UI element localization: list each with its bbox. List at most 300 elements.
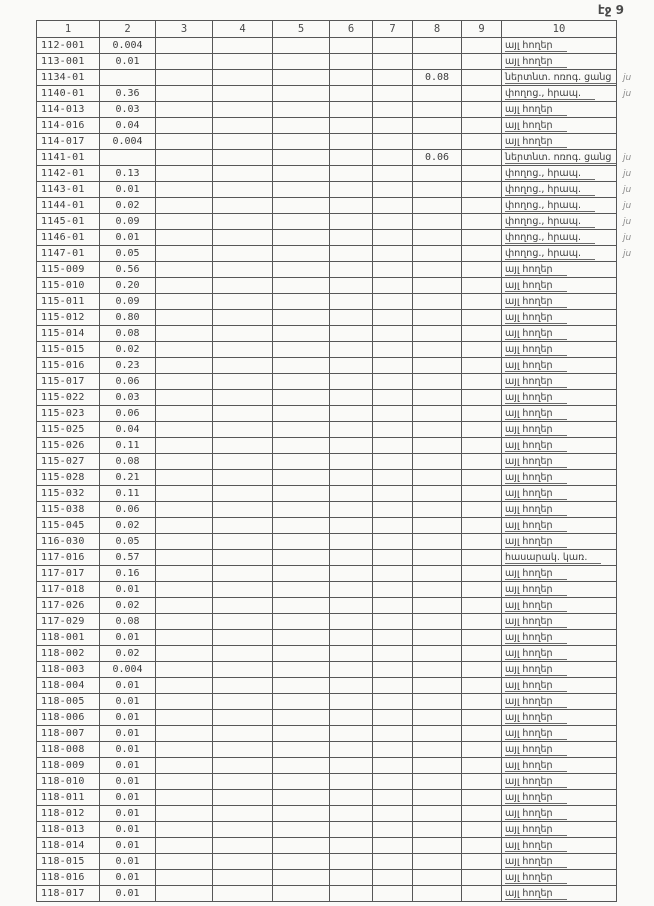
table-row bbox=[36, 678, 647, 694]
handwritten-margin-mark bbox=[617, 502, 647, 518]
table-row bbox=[36, 454, 647, 470]
empty-cell bbox=[213, 54, 273, 70]
empty-cell bbox=[330, 742, 373, 758]
table-row bbox=[36, 102, 647, 118]
parcel-code-cell: 115-014 bbox=[36, 326, 100, 342]
empty-cell bbox=[213, 342, 273, 358]
table-row bbox=[36, 806, 647, 822]
area-value-cell: 0.01 bbox=[100, 726, 156, 742]
empty-cell bbox=[156, 54, 213, 70]
col8-value-cell bbox=[413, 838, 462, 854]
empty-cell bbox=[213, 726, 273, 742]
handwritten-margin-mark bbox=[617, 342, 647, 358]
empty-cell bbox=[156, 774, 213, 790]
empty-cell bbox=[156, 646, 213, 662]
handwritten-margin-mark bbox=[617, 598, 647, 614]
empty-cell bbox=[462, 486, 502, 502]
land-use-label-text: այլ հողեր bbox=[505, 344, 567, 356]
empty-cell bbox=[330, 342, 373, 358]
area-value-cell: 0.06 bbox=[100, 406, 156, 422]
empty-cell bbox=[213, 454, 273, 470]
empty-cell bbox=[330, 310, 373, 326]
parcel-code-cell: 115-028 bbox=[36, 470, 100, 486]
empty-cell bbox=[156, 182, 213, 198]
land-use-label-cell bbox=[502, 294, 617, 310]
land-use-label-cell bbox=[502, 678, 617, 694]
area-value-cell: 0.02 bbox=[100, 198, 156, 214]
handwritten-margin-mark bbox=[617, 710, 647, 726]
empty-cell bbox=[330, 390, 373, 406]
land-use-label-text: այլ հողեր bbox=[505, 120, 567, 132]
land-use-label-cell bbox=[502, 854, 617, 870]
area-value-cell: 0.01 bbox=[100, 822, 156, 838]
handwritten-margin-mark bbox=[617, 374, 647, 390]
col8-value-cell bbox=[413, 678, 462, 694]
empty-cell bbox=[156, 230, 213, 246]
empty-cell bbox=[373, 566, 413, 582]
area-value-cell: 0.36 bbox=[100, 86, 156, 102]
empty-cell bbox=[213, 598, 273, 614]
parcel-code-cell: 115-015 bbox=[36, 342, 100, 358]
col8-value-cell bbox=[413, 486, 462, 502]
empty-cell bbox=[273, 822, 330, 838]
col8-value-cell bbox=[413, 566, 462, 582]
column-header: 4 bbox=[213, 20, 273, 38]
empty-cell bbox=[330, 502, 373, 518]
empty-cell bbox=[273, 758, 330, 774]
empty-cell bbox=[330, 294, 373, 310]
empty-cell bbox=[213, 70, 273, 86]
empty-cell bbox=[273, 518, 330, 534]
empty-cell bbox=[213, 646, 273, 662]
empty-cell bbox=[273, 102, 330, 118]
land-use-label-text: փողոց., հրապ. bbox=[505, 168, 595, 180]
column-header: 2 bbox=[100, 20, 156, 38]
col8-value-cell bbox=[413, 438, 462, 454]
parcel-code-cell: 115-017 bbox=[36, 374, 100, 390]
land-use-label-text: այլ հողեր bbox=[505, 472, 567, 484]
empty-cell bbox=[373, 598, 413, 614]
parcel-code-cell: 118-007 bbox=[36, 726, 100, 742]
col8-value-cell: 0.06 bbox=[413, 150, 462, 166]
area-value-cell: 0.16 bbox=[100, 566, 156, 582]
table-row bbox=[36, 406, 647, 422]
empty-cell bbox=[330, 566, 373, 582]
empty-cell bbox=[213, 310, 273, 326]
land-use-label-cell bbox=[502, 454, 617, 470]
handwritten-margin-mark bbox=[617, 790, 647, 806]
empty-cell bbox=[156, 262, 213, 278]
table-row bbox=[36, 374, 647, 390]
table-row bbox=[36, 502, 647, 518]
empty-cell bbox=[462, 502, 502, 518]
empty-cell bbox=[156, 214, 213, 230]
column-header: 5 bbox=[273, 20, 330, 38]
empty-cell bbox=[462, 102, 502, 118]
empty-cell bbox=[273, 54, 330, 70]
table-row bbox=[36, 182, 647, 198]
empty-cell bbox=[462, 758, 502, 774]
land-use-label-cell bbox=[502, 182, 617, 198]
empty-cell bbox=[373, 118, 413, 134]
land-use-label-text: այլ հողեր bbox=[505, 760, 567, 772]
table-row bbox=[36, 534, 647, 550]
parcel-code-cell: 1134-01 bbox=[36, 70, 100, 86]
area-value-cell: 0.06 bbox=[100, 374, 156, 390]
table-row bbox=[36, 230, 647, 246]
handwritten-margin-mark bbox=[617, 678, 647, 694]
table-header-row bbox=[36, 20, 647, 38]
empty-cell bbox=[213, 166, 273, 182]
empty-cell bbox=[462, 886, 502, 902]
empty-cell bbox=[373, 518, 413, 534]
empty-cell bbox=[462, 838, 502, 854]
col8-value-cell bbox=[413, 134, 462, 150]
empty-cell bbox=[213, 534, 273, 550]
empty-cell bbox=[273, 838, 330, 854]
empty-cell bbox=[373, 646, 413, 662]
empty-cell bbox=[213, 358, 273, 374]
empty-cell bbox=[373, 502, 413, 518]
land-use-label-cell bbox=[502, 38, 617, 54]
land-use-label-cell bbox=[502, 374, 617, 390]
col8-value-cell bbox=[413, 310, 462, 326]
table-row bbox=[36, 758, 647, 774]
empty-cell bbox=[373, 134, 413, 150]
empty-cell bbox=[330, 790, 373, 806]
empty-cell bbox=[330, 454, 373, 470]
empty-cell bbox=[330, 134, 373, 150]
empty-cell bbox=[213, 806, 273, 822]
empty-cell bbox=[462, 150, 502, 166]
land-use-label-cell bbox=[502, 630, 617, 646]
handwritten-margin-mark bbox=[617, 630, 647, 646]
empty-cell bbox=[462, 262, 502, 278]
column-header: 8 bbox=[413, 20, 462, 38]
col8-value-cell bbox=[413, 502, 462, 518]
parcel-code-cell: 118-014 bbox=[36, 838, 100, 854]
empty-cell bbox=[273, 726, 330, 742]
empty-cell bbox=[462, 214, 502, 230]
col8-value-cell bbox=[413, 582, 462, 598]
parcel-code-cell: 118-009 bbox=[36, 758, 100, 774]
empty-cell bbox=[373, 342, 413, 358]
parcel-code-cell: 115-011 bbox=[36, 294, 100, 310]
empty-cell bbox=[373, 358, 413, 374]
land-use-label-text: այլ հողեր bbox=[505, 424, 567, 436]
handwritten-margin-mark bbox=[617, 886, 647, 902]
land-use-label-cell bbox=[502, 774, 617, 790]
parcel-code-cell: 1144-01 bbox=[36, 198, 100, 214]
empty-cell bbox=[213, 486, 273, 502]
land-use-label-cell bbox=[502, 406, 617, 422]
handwritten-margin-mark bbox=[617, 806, 647, 822]
empty-cell bbox=[373, 710, 413, 726]
empty-cell bbox=[213, 630, 273, 646]
col8-value-cell bbox=[413, 182, 462, 198]
empty-cell bbox=[273, 678, 330, 694]
table-row bbox=[36, 294, 647, 310]
empty-cell bbox=[373, 870, 413, 886]
column-header: 6 bbox=[330, 20, 373, 38]
col8-value-cell bbox=[413, 790, 462, 806]
empty-cell bbox=[273, 358, 330, 374]
col8-value-cell bbox=[413, 822, 462, 838]
empty-cell bbox=[156, 614, 213, 630]
handwritten-margin-mark bbox=[617, 854, 647, 870]
land-use-label-cell bbox=[502, 838, 617, 854]
land-use-label-cell bbox=[502, 326, 617, 342]
empty-cell bbox=[462, 630, 502, 646]
empty-cell bbox=[330, 646, 373, 662]
empty-cell bbox=[273, 790, 330, 806]
empty-cell bbox=[156, 470, 213, 486]
land-use-label-text: այլ հողեր bbox=[505, 504, 567, 516]
land-use-label-cell bbox=[502, 230, 617, 246]
parcel-code-cell: 115-045 bbox=[36, 518, 100, 534]
empty-cell bbox=[462, 662, 502, 678]
empty-cell bbox=[373, 854, 413, 870]
empty-cell bbox=[373, 262, 413, 278]
empty-cell bbox=[462, 438, 502, 454]
land-use-label-text: այլ հողեր bbox=[505, 792, 567, 804]
empty-cell bbox=[273, 70, 330, 86]
empty-cell bbox=[462, 294, 502, 310]
handwritten-margin-mark bbox=[617, 358, 647, 374]
empty-cell bbox=[373, 310, 413, 326]
empty-cell bbox=[330, 630, 373, 646]
land-use-label-text: այլ հողեր bbox=[505, 680, 567, 692]
land-use-label-text: այլ հողեր bbox=[505, 40, 567, 52]
col8-value-cell bbox=[413, 726, 462, 742]
empty-cell bbox=[156, 598, 213, 614]
land-use-label-cell bbox=[502, 278, 617, 294]
empty-cell bbox=[156, 662, 213, 678]
empty-cell bbox=[373, 886, 413, 902]
land-use-label-text: փողոց., հրապ. bbox=[505, 200, 595, 212]
empty-cell bbox=[373, 102, 413, 118]
parcel-code-cell: 118-008 bbox=[36, 742, 100, 758]
land-use-label-text: այլ հողեր bbox=[505, 872, 567, 884]
col8-value-cell bbox=[413, 214, 462, 230]
col8-value-cell bbox=[413, 422, 462, 438]
empty-cell bbox=[373, 694, 413, 710]
empty-cell bbox=[462, 54, 502, 70]
parcel-code-cell: 116-030 bbox=[36, 534, 100, 550]
empty-cell bbox=[462, 70, 502, 86]
handwritten-margin-mark bbox=[617, 454, 647, 470]
empty-cell bbox=[213, 838, 273, 854]
table-row bbox=[36, 342, 647, 358]
empty-cell bbox=[213, 566, 273, 582]
table-row bbox=[36, 854, 647, 870]
empty-cell bbox=[462, 742, 502, 758]
empty-cell bbox=[330, 806, 373, 822]
parcel-code-cell: 118-002 bbox=[36, 646, 100, 662]
col8-value-cell bbox=[413, 390, 462, 406]
parcel-code-cell: 1143-01 bbox=[36, 182, 100, 198]
empty-cell bbox=[156, 726, 213, 742]
empty-cell bbox=[273, 150, 330, 166]
col8-value-cell bbox=[413, 710, 462, 726]
empty-cell bbox=[213, 790, 273, 806]
col8-value-cell bbox=[413, 470, 462, 486]
empty-cell bbox=[273, 662, 330, 678]
land-use-label-text: փողոց., հրապ. bbox=[505, 216, 595, 228]
table-row bbox=[36, 694, 647, 710]
land-use-label-cell bbox=[502, 886, 617, 902]
col8-value-cell bbox=[413, 550, 462, 566]
area-value-cell: 0.01 bbox=[100, 774, 156, 790]
empty-cell bbox=[330, 838, 373, 854]
table-row bbox=[36, 582, 647, 598]
area-value-cell: 0.01 bbox=[100, 790, 156, 806]
empty-cell bbox=[213, 38, 273, 54]
empty-cell bbox=[273, 742, 330, 758]
land-use-label-text: այլ հողեր bbox=[505, 536, 567, 548]
empty-cell bbox=[373, 838, 413, 854]
empty-cell bbox=[330, 886, 373, 902]
empty-cell bbox=[330, 470, 373, 486]
land-use-label-text: այլ հողեր bbox=[505, 568, 567, 580]
empty-cell bbox=[273, 774, 330, 790]
empty-cell bbox=[273, 198, 330, 214]
land-use-label-text: այլ հողեր bbox=[505, 712, 567, 724]
land-use-label-text: այլ հողեր bbox=[505, 56, 567, 68]
col8-value-cell: 0.08 bbox=[413, 70, 462, 86]
handwritten-margin-mark bbox=[617, 294, 647, 310]
parcel-code-cell: 117-029 bbox=[36, 614, 100, 630]
empty-cell bbox=[373, 150, 413, 166]
empty-cell bbox=[330, 86, 373, 102]
empty-cell bbox=[156, 806, 213, 822]
parcel-code-cell: 114-013 bbox=[36, 102, 100, 118]
area-value-cell: 0.01 bbox=[100, 230, 156, 246]
table-row bbox=[36, 438, 647, 454]
land-use-label-cell bbox=[502, 198, 617, 214]
empty-cell bbox=[373, 470, 413, 486]
parcel-code-cell: 1140-01 bbox=[36, 86, 100, 102]
empty-cell bbox=[462, 854, 502, 870]
parcel-code-cell: 118-005 bbox=[36, 694, 100, 710]
empty-cell bbox=[462, 118, 502, 134]
area-value-cell: 0.20 bbox=[100, 278, 156, 294]
empty-cell bbox=[213, 422, 273, 438]
empty-cell bbox=[462, 470, 502, 486]
col8-value-cell bbox=[413, 518, 462, 534]
empty-cell bbox=[273, 806, 330, 822]
handwritten-margin-mark: ju bbox=[623, 73, 632, 83]
empty-cell bbox=[373, 406, 413, 422]
table-row bbox=[36, 630, 647, 646]
empty-cell bbox=[462, 566, 502, 582]
handwritten-margin-mark: ju bbox=[623, 153, 632, 163]
empty-cell bbox=[373, 70, 413, 86]
handwritten-margin-mark: ju bbox=[623, 185, 632, 195]
empty-cell bbox=[156, 198, 213, 214]
empty-cell bbox=[462, 182, 502, 198]
parcel-code-cell: 118-012 bbox=[36, 806, 100, 822]
empty-cell bbox=[273, 534, 330, 550]
empty-cell bbox=[330, 374, 373, 390]
empty-cell bbox=[462, 454, 502, 470]
table-row bbox=[36, 598, 647, 614]
empty-cell bbox=[156, 118, 213, 134]
parcel-code-cell: 115-009 bbox=[36, 262, 100, 278]
land-use-label-cell bbox=[502, 806, 617, 822]
table-row bbox=[36, 774, 647, 790]
handwritten-margin-mark bbox=[617, 758, 647, 774]
land-use-label-cell bbox=[502, 566, 617, 582]
empty-cell bbox=[273, 406, 330, 422]
margin-area bbox=[617, 20, 647, 38]
empty-cell bbox=[273, 422, 330, 438]
parcel-code-cell: 115-012 bbox=[36, 310, 100, 326]
land-use-label-cell bbox=[502, 358, 617, 374]
page-number-label: էջ 9 bbox=[597, 3, 624, 17]
area-value-cell: 0.05 bbox=[100, 534, 156, 550]
area-value-cell: 0.01 bbox=[100, 742, 156, 758]
empty-cell bbox=[156, 38, 213, 54]
land-use-label-text: ներտնտ. ոռոգ. ցանց bbox=[505, 72, 617, 84]
area-value-cell: 0.11 bbox=[100, 486, 156, 502]
parcel-code-cell: 118-015 bbox=[36, 854, 100, 870]
empty-cell bbox=[373, 422, 413, 438]
area-value-cell: 0.02 bbox=[100, 342, 156, 358]
empty-cell bbox=[373, 822, 413, 838]
land-use-label-text: այլ հողեր bbox=[505, 664, 567, 676]
parcel-code-cell: 118-010 bbox=[36, 774, 100, 790]
parcel-code-cell: 118-006 bbox=[36, 710, 100, 726]
empty-cell bbox=[373, 662, 413, 678]
handwritten-margin-mark: ju bbox=[623, 169, 632, 179]
land-use-label-text: այլ հողեր bbox=[505, 888, 567, 900]
land-use-label-cell bbox=[502, 70, 617, 86]
empty-cell bbox=[273, 438, 330, 454]
empty-cell bbox=[462, 774, 502, 790]
empty-cell bbox=[213, 470, 273, 486]
parcel-code-cell: 114-017 bbox=[36, 134, 100, 150]
col8-value-cell bbox=[413, 774, 462, 790]
empty-cell bbox=[156, 326, 213, 342]
empty-cell bbox=[330, 662, 373, 678]
empty-cell bbox=[330, 422, 373, 438]
empty-cell bbox=[330, 710, 373, 726]
handwritten-margin-mark bbox=[617, 694, 647, 710]
parcel-code-cell: 117-017 bbox=[36, 566, 100, 582]
handwritten-margin-mark bbox=[617, 646, 647, 662]
empty-cell bbox=[462, 38, 502, 54]
handwritten-margin-mark bbox=[617, 326, 647, 342]
empty-cell bbox=[330, 150, 373, 166]
empty-cell bbox=[213, 710, 273, 726]
land-use-label-text: այլ հողեր bbox=[505, 264, 567, 276]
empty-cell bbox=[330, 614, 373, 630]
parcel-code-cell: 118-003 bbox=[36, 662, 100, 678]
empty-cell bbox=[330, 246, 373, 262]
empty-cell bbox=[156, 742, 213, 758]
land-use-label-cell bbox=[502, 438, 617, 454]
empty-cell bbox=[156, 310, 213, 326]
area-value-cell: 0.01 bbox=[100, 694, 156, 710]
empty-cell bbox=[330, 774, 373, 790]
land-use-label-cell bbox=[502, 598, 617, 614]
table-row bbox=[36, 54, 647, 70]
parcel-code-cell: 118-001 bbox=[36, 630, 100, 646]
area-value-cell: 0.08 bbox=[100, 326, 156, 342]
empty-cell bbox=[462, 614, 502, 630]
area-value-cell bbox=[100, 150, 156, 166]
